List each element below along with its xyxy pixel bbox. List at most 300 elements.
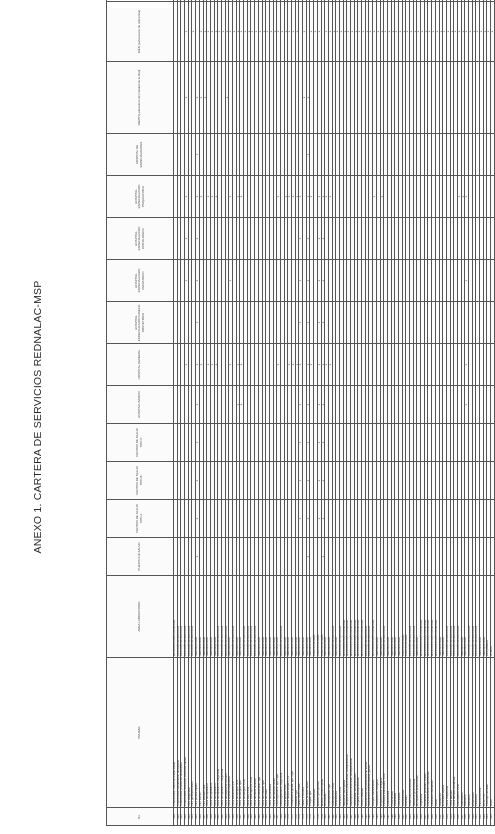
cell-level-mark: x — [214, 2, 218, 62]
cell-prueba: Virus de hepatitis C, carga viral — [221, 658, 225, 808]
cell-prueba: Virus chikungunya, PCR — [251, 658, 255, 808]
cell-level-mark: x — [185, 176, 189, 218]
cell-level-mark: x — [483, 2, 487, 62]
cell-number: 162 — [258, 808, 262, 826]
cell-level-mark: x — [277, 344, 281, 386]
col-header-riepp: RIEPP (Laboratorio de Calidad de la Red) — [107, 62, 174, 134]
cell-level-mark: x — [491, 2, 495, 62]
cell-level-mark: x — [210, 176, 214, 218]
cell-level-mark: x — [225, 62, 229, 134]
cell-prueba: Fasciolasis — [398, 658, 402, 808]
cell-number: 156 — [236, 808, 240, 826]
cell-prueba: Resistencia antimicrobiana, genes — [369, 658, 373, 808]
cell-level-mark: x — [487, 2, 491, 62]
cell-level-mark: x — [203, 62, 207, 134]
cell-prueba: Virus de sarampión, IgM — [258, 658, 262, 808]
cell-level-mark: x — [236, 2, 240, 62]
cell-area: BIOLOGÍA MOLECULAR — [450, 576, 454, 658]
cell-level-mark: x — [214, 176, 218, 218]
cell-number: 143 — [188, 808, 192, 826]
cell-prueba: Oncocercosis — [402, 658, 406, 808]
cell-prueba: Neisseria meningitidis — [343, 658, 347, 808]
cell-area: INMUNOLOGÍA — [387, 576, 391, 658]
cell-area: INMUNOLOGÍA — [417, 576, 421, 658]
cell-level-mark: x — [321, 344, 325, 386]
cell-area: MICROBIOLOGÍA AVANZADA — [421, 576, 425, 658]
cell-prueba: Sífilis, prueba rápida — [306, 658, 310, 808]
cell-area: MICROBIOLOGÍA AVANZADA — [432, 576, 436, 658]
cell-prueba: Virus de hepatitis B — [210, 658, 214, 808]
cell-area: BIOLOGÍA MOLECULAR — [413, 576, 417, 658]
cell-number: 178 — [317, 808, 321, 826]
col-header-rien: RIEN (Laboratorio de referencia) — [107, 2, 174, 62]
cell-number: 199 — [395, 808, 399, 826]
cell-level-mark: x — [351, 2, 355, 62]
table-body — [174, 0, 495, 826]
cell-level-mark: x — [199, 176, 203, 218]
cell-level-mark — [491, 134, 495, 176]
cell-level-mark: x — [410, 2, 414, 62]
cell-prueba: Virus de fiebre amarilla — [255, 658, 259, 808]
cell-level-mark: x — [199, 344, 203, 386]
cell-level-mark: x — [306, 424, 310, 462]
cell-level-mark: x — [369, 2, 373, 62]
col-header-psiquiatrico: HOSPITAL ESPECIALIZADO PSIQUIATRICO — [107, 176, 174, 218]
cell-level-mark: x — [196, 424, 200, 462]
cell-level-mark: x — [299, 386, 303, 424]
cell-prueba: Adenovirus — [461, 658, 465, 808]
cell-level-mark: x — [196, 260, 200, 302]
cell-level-mark: x — [317, 2, 321, 62]
cell-prueba: Peste — [435, 658, 439, 808]
cell-level-mark: x — [332, 2, 336, 62]
cell-area: INMUNOLOGÍA — [229, 576, 233, 658]
cell-level-mark: x — [292, 176, 296, 218]
cell-prueba: Neisseria gonorrhoeae — [413, 658, 417, 808]
cell-level-mark: x — [365, 2, 369, 62]
cell-number: 140 — [177, 808, 181, 826]
cell-area: INMUNOLOGÍA — [292, 576, 296, 658]
cell-level-mark: x — [288, 2, 292, 62]
cell-area: PARASITOLOGÍA — [317, 576, 321, 658]
cell-number: 209 — [432, 808, 436, 826]
cell-number: 172 — [295, 808, 299, 826]
cell-prueba: Virus del papiloma humano — [225, 658, 229, 808]
cell-level-mark: x — [196, 344, 200, 386]
cell-prueba: Otros — [491, 658, 495, 808]
cell-level-mark: x — [240, 176, 244, 218]
cell-level-mark: x — [236, 176, 240, 218]
cell-level-mark: x — [185, 62, 189, 134]
cell-level-mark: x — [424, 2, 428, 62]
cell-level-mark: x — [214, 344, 218, 386]
cell-level-mark: x — [299, 500, 303, 538]
cell-level-mark: x — [321, 462, 325, 500]
cell-prueba: Encefalitis equina — [443, 658, 447, 808]
cell-area: BIOLOGÍA MOLECULAR — [225, 576, 229, 658]
cell-number: 210 — [435, 808, 439, 826]
cell-area: BIOLOGÍA MOLECULAR — [457, 576, 461, 658]
cell-level-mark — [491, 218, 495, 260]
cell-number: 141 — [181, 808, 185, 826]
cell-prueba: Hidatidosis — [395, 658, 399, 808]
cell-number: 203 — [410, 808, 414, 826]
cell-level-mark: x — [258, 2, 262, 62]
service-table-rotated — [106, 8, 495, 826]
cell-level-mark: x — [266, 2, 270, 62]
cell-area: BIOLOGÍA MOLECULAR — [251, 576, 255, 658]
cell-number: 160 — [251, 808, 255, 826]
cell-area: OTROS — [491, 576, 495, 658]
cell-prueba: Chlamydia trachomatis — [410, 658, 414, 808]
cell-level-mark — [491, 62, 495, 134]
cell-level-mark: x — [196, 386, 200, 424]
cell-area: INMUNOLOGÍA — [295, 576, 299, 658]
cell-number: 155 — [233, 808, 237, 826]
cell-number: 182 — [332, 808, 336, 826]
cell-area: INMUNOLOGÍA — [199, 576, 203, 658]
cell-level-mark: x — [461, 176, 465, 218]
cell-area: INMUNOLOGÍA — [336, 576, 340, 658]
cell-number: 158 — [244, 808, 248, 826]
cell-prueba: Cryptococcus, antígeno — [380, 658, 384, 808]
cell-level-mark: x — [306, 260, 310, 302]
cell-number: 204 — [413, 808, 417, 826]
cell-level-mark: x — [292, 2, 296, 62]
col-header-especialidades: HOSPITAL DE ESPECIALIDADES — [107, 134, 174, 176]
cell-number: 223 — [483, 808, 487, 826]
cell-level-mark: x — [413, 2, 417, 62]
cell-number: 181 — [328, 808, 332, 826]
cell-number: 174 — [303, 808, 307, 826]
cell-area: BIOLOGÍA MOLECULAR — [476, 576, 480, 658]
cell-level-mark: x — [229, 260, 233, 302]
cell-level-mark: x — [472, 2, 476, 62]
cell-level-mark: x — [310, 2, 314, 62]
cell-level-mark: x — [240, 2, 244, 62]
cell-level-mark: x — [373, 2, 377, 62]
cell-level-mark: x — [269, 2, 273, 62]
cell-number: 150 — [214, 808, 218, 826]
cell-level-mark: x — [196, 462, 200, 500]
cell-prueba: VIH, Western Blot — [203, 658, 207, 808]
cell-level-mark: x — [317, 302, 321, 344]
cell-number: 200 — [398, 808, 402, 826]
cell-number: 186 — [347, 808, 351, 826]
cell-level-mark: x — [306, 344, 310, 386]
cell-level-mark: x — [185, 218, 189, 260]
cell-number: 214 — [450, 808, 454, 826]
cell-level-mark: x — [476, 2, 480, 62]
cell-prueba: Virus de hepatitis C — [214, 658, 218, 808]
col-header-area: AREA LABORATORIO — [107, 576, 174, 658]
cell-level-mark: x — [251, 2, 255, 62]
cell-prueba: Malaria, prueba rápida — [321, 658, 325, 808]
cell-level-mark: x — [457, 176, 461, 218]
cell-level-mark — [491, 500, 495, 538]
cell-number: 139 — [174, 808, 178, 826]
cell-area: BIOLOGÍA MOLECULAR — [384, 576, 388, 658]
cell-number: 225 — [491, 808, 495, 826]
cell-number: 149 — [210, 808, 214, 826]
cell-level-mark: x — [421, 2, 425, 62]
cell-number: 217 — [461, 808, 465, 826]
page-title: ANEXO 1. CARTERA DE SERVICIOS REDNALAC-MSP — [32, 280, 44, 554]
cell-area: BIOLOGÍA MOLECULAR — [255, 576, 259, 658]
cell-area: INMUNOLOGÍA — [376, 576, 380, 658]
cell-level-mark: x — [317, 424, 321, 462]
cell-level-mark: x — [439, 2, 443, 62]
cell-level-mark: x — [454, 2, 458, 62]
cell-level-mark: x — [317, 462, 321, 500]
cell-area: PARASITOLOGÍA — [314, 576, 318, 658]
cell-level-mark: x — [321, 538, 325, 576]
cell-prueba: Toxocariasis — [391, 658, 395, 808]
cell-level-mark: x — [450, 2, 454, 62]
cell-level-mark: x — [465, 344, 469, 386]
cell-prueba: Sífilis, RPR / VDRL — [299, 658, 303, 808]
cell-level-mark: x — [306, 62, 310, 134]
cell-number: 152 — [221, 808, 225, 826]
cell-number: 219 — [469, 808, 473, 826]
cell-level-mark: x — [306, 500, 310, 538]
col-header-no: No. — [107, 808, 174, 826]
cell-area: BIOLOGÍA MOLECULAR — [469, 576, 473, 658]
cell-area: MICROBIOLOGÍA AVANZADA — [373, 576, 377, 658]
cell-level-mark: x — [321, 424, 325, 462]
cell-number: 216 — [457, 808, 461, 826]
cell-number: 201 — [402, 808, 406, 826]
cell-number: 193 — [373, 808, 377, 826]
cell-number: 163 — [262, 808, 266, 826]
cell-number: 166 — [273, 808, 277, 826]
cell-level-mark: x — [303, 2, 307, 62]
cell-number: 170 — [288, 808, 292, 826]
cell-area: BIOLOGÍA MOLECULAR — [454, 576, 458, 658]
cell-level-mark: x — [273, 2, 277, 62]
col-header-centro-c: CENTRO DE SALUD TIPO C — [107, 424, 174, 462]
cell-prueba: Poliovirus — [476, 658, 480, 808]
cell-level-mark: x — [325, 2, 329, 62]
cell-level-mark: x — [207, 344, 211, 386]
col-header-gineco: HOSPITAL ESPECIALIZADO GINECO-OBSTETRICO — [107, 302, 174, 344]
cell-number: 212 — [443, 808, 447, 826]
cell-number: 206 — [421, 808, 425, 826]
cell-number: 185 — [343, 808, 347, 826]
cell-prueba: Virus de dengue, IgM — [240, 658, 244, 808]
cell-level-mark: x — [225, 2, 229, 62]
cell-level-mark: x — [391, 2, 395, 62]
cell-prueba: Virus Epstein Barr — [284, 658, 288, 808]
cell-area: INMUNOLOGÍA — [461, 576, 465, 658]
cell-prueba: Hantavirus — [439, 658, 443, 808]
cell-number: 197 — [387, 808, 391, 826]
cell-prueba: Enterovirus — [472, 658, 476, 808]
cell-level-mark: x — [306, 386, 310, 424]
cell-area: INMUNOLOGÍA — [210, 576, 214, 658]
service-portfolio-table — [106, 0, 495, 826]
cell-prueba: Virus de dengue, NS1 — [236, 658, 240, 808]
cell-level-mark: x — [343, 2, 347, 62]
cell-level-mark: x — [317, 344, 321, 386]
cell-area: BIOLOGÍA MOLECULAR — [365, 576, 369, 658]
cell-prueba: Rubéola, IgG — [295, 658, 299, 808]
cell-area: INMUNOLOGÍA — [277, 576, 281, 658]
cell-prueba: Hongos, identificación — [373, 658, 377, 808]
cell-number: 165 — [269, 808, 273, 826]
cell-prueba: Tos ferina, PCR — [339, 658, 343, 808]
cell-number: 167 — [277, 808, 281, 826]
cell-prueba: Haemophilus influenzae, serotipificación — [351, 658, 355, 808]
cell-level-mark: x — [185, 260, 189, 302]
cell-area: BIOLOGÍA MOLECULAR — [221, 576, 225, 658]
cell-level-mark: x — [306, 538, 310, 576]
cell-prueba: Malaria, gota gruesa — [317, 658, 321, 808]
cell-level-mark: x — [196, 218, 200, 260]
cell-level-mark: x — [306, 218, 310, 260]
table-row — [491, 0, 495, 826]
cell-area: INMUNOLOGÍA — [303, 576, 307, 658]
cell-number: 176 — [310, 808, 314, 826]
col-header-centro-a: CENTRO DE SALUD TIPO A — [107, 500, 174, 538]
cell-number: 175 — [306, 808, 310, 826]
cell-level-mark: x — [185, 344, 189, 386]
cell-area: INMUNOLOGÍA — [203, 576, 207, 658]
cell-level-mark: x — [328, 2, 332, 62]
cell-level-mark: x — [196, 302, 200, 344]
cell-number: 151 — [218, 808, 222, 826]
cell-area: BIOLOGÍA MOLECULAR — [332, 576, 336, 658]
cell-prueba: Virus zika, PCR — [247, 658, 251, 808]
cell-level-mark: x — [284, 176, 288, 218]
cell-area: INMUNOLOGÍA — [273, 576, 277, 658]
cell-level-mark: x — [196, 500, 200, 538]
cell-prueba: Rickettsiosis — [336, 658, 340, 808]
cell-prueba: Parvovirus B19 — [480, 658, 484, 808]
cell-number: 187 — [351, 808, 355, 826]
cell-level-mark: x — [255, 2, 259, 62]
cell-number: 189 — [358, 808, 362, 826]
col-header-hospital-basico: HOSPITAL BASICO — [107, 386, 174, 424]
cell-level-mark: x — [299, 462, 303, 500]
cell-level-mark: x — [303, 62, 307, 134]
cell-area: MICROBIOLOGÍA AVANZADA — [347, 576, 351, 658]
cell-number: 179 — [321, 808, 325, 826]
cell-prueba: Virus de rubéola, IgM — [262, 658, 266, 808]
cell-number: 188 — [354, 808, 358, 826]
cell-level-mark: x — [196, 176, 200, 218]
cell-prueba: Rotavirus — [465, 658, 469, 808]
cell-prueba: Tamizaje neonatal — [487, 658, 491, 808]
cell-level-mark: x — [218, 2, 222, 62]
cell-area: INMUNOLOGÍA — [269, 576, 273, 658]
cell-number: 171 — [292, 808, 296, 826]
cell-number: 148 — [207, 808, 211, 826]
cell-level-mark: x — [299, 302, 303, 344]
cell-area: INMUNOLOGÍA — [480, 576, 484, 658]
cell-level-mark: x — [428, 2, 432, 62]
cell-prueba: Virus de hepatitis B, carga viral — [218, 658, 222, 808]
cell-number: 184 — [339, 808, 343, 826]
cell-number: 159 — [247, 808, 251, 826]
cell-area: INMUNOLOGÍA — [262, 576, 266, 658]
cell-level-mark: x — [321, 386, 325, 424]
service-table-sheet — [106, 8, 495, 826]
cell-level-mark: x — [233, 2, 237, 62]
cell-prueba: VIH, carga viral — [188, 658, 192, 808]
cell-level-mark: x — [446, 2, 450, 62]
cell-area: MICROBIOLOGÍA AVANZADA — [428, 576, 432, 658]
cell-prueba: Bordetella pertussis, cultivo — [424, 658, 428, 808]
cell-area: MICROBIOLOGÍA AVANZADA — [174, 576, 178, 658]
cell-area: MICROBIOLOGÍA AVANZADA — [343, 576, 347, 658]
cell-area: INMUNOLOGÍA — [240, 576, 244, 658]
cell-level-mark: x — [306, 462, 310, 500]
cell-level-mark: x — [196, 62, 200, 134]
cell-level-mark: x — [373, 176, 377, 218]
cell-level-mark — [491, 0, 495, 2]
col-header-oncologico: HOSPITAL ESPECIALIZADO ONCOLOGICO — [107, 218, 174, 260]
cell-area: BIOLOGÍA MOLECULAR — [369, 576, 373, 658]
cell-area: INMUNOLOGÍA — [395, 576, 399, 658]
cell-area: BIOLOGÍA MOLECULAR — [472, 576, 476, 658]
cell-area: MICROBIOLOGÍA AVANZADA — [358, 576, 362, 658]
cell-prueba: Virus Oropouche — [446, 658, 450, 808]
cell-level-mark: x — [288, 344, 292, 386]
cell-area: BIOLOGÍA MOLECULAR — [247, 576, 251, 658]
cell-level-mark: x — [295, 2, 299, 62]
cell-level-mark: x — [236, 386, 240, 424]
cell-level-mark: x — [292, 344, 296, 386]
cell-level-mark: x — [328, 344, 332, 386]
cell-number: 142 — [185, 808, 189, 826]
cell-level-mark: x — [288, 176, 292, 218]
cell-level-mark: x — [362, 2, 366, 62]
cell-level-mark: x — [221, 2, 225, 62]
cell-level-mark: x — [354, 2, 358, 62]
cell-area: MICROBIOLOGÍA AVANZADA — [424, 576, 428, 658]
cell-level-mark: x — [229, 176, 233, 218]
cell-level-mark: x — [376, 2, 380, 62]
cell-area: INMUNOLOGÍA — [391, 576, 395, 658]
cell-prueba: Virus sincitial respiratorio — [229, 658, 233, 808]
cell-number: 208 — [428, 808, 432, 826]
cell-prueba: Virus Mayaro — [450, 658, 454, 808]
cell-level-mark: x — [185, 2, 189, 62]
cell-level-mark — [491, 462, 495, 500]
cell-level-mark — [491, 424, 495, 462]
cell-level-mark: x — [480, 2, 484, 62]
cell-prueba: Tuberculosis, prueba de sensibilidad — [181, 658, 185, 808]
cell-level-mark: x — [435, 2, 439, 62]
cell-level-mark: x — [295, 176, 299, 218]
cell-area: BIOLOGÍA MOLECULAR — [280, 576, 284, 658]
cell-level-mark: x — [457, 2, 461, 62]
cell-number: 164 — [266, 808, 270, 826]
cell-number: 195 — [380, 808, 384, 826]
cell-number: 191 — [365, 808, 369, 826]
cell-prueba: Mycoplasma pneumoniae — [417, 658, 421, 808]
cell-level-mark: x — [432, 2, 436, 62]
cell-level-mark: x — [321, 176, 325, 218]
col-header-puesto-salud: PUESTO DE SALUD — [107, 538, 174, 576]
cell-prueba: Vibrio cholerae — [362, 658, 366, 808]
cell-level-mark: x — [325, 176, 329, 218]
cell-number: 147 — [203, 808, 207, 826]
col-header-inspi — [107, 0, 174, 2]
cell-level-mark — [491, 344, 495, 386]
cell-prueba: Virus herpes simple 1 y 2 — [288, 658, 292, 808]
